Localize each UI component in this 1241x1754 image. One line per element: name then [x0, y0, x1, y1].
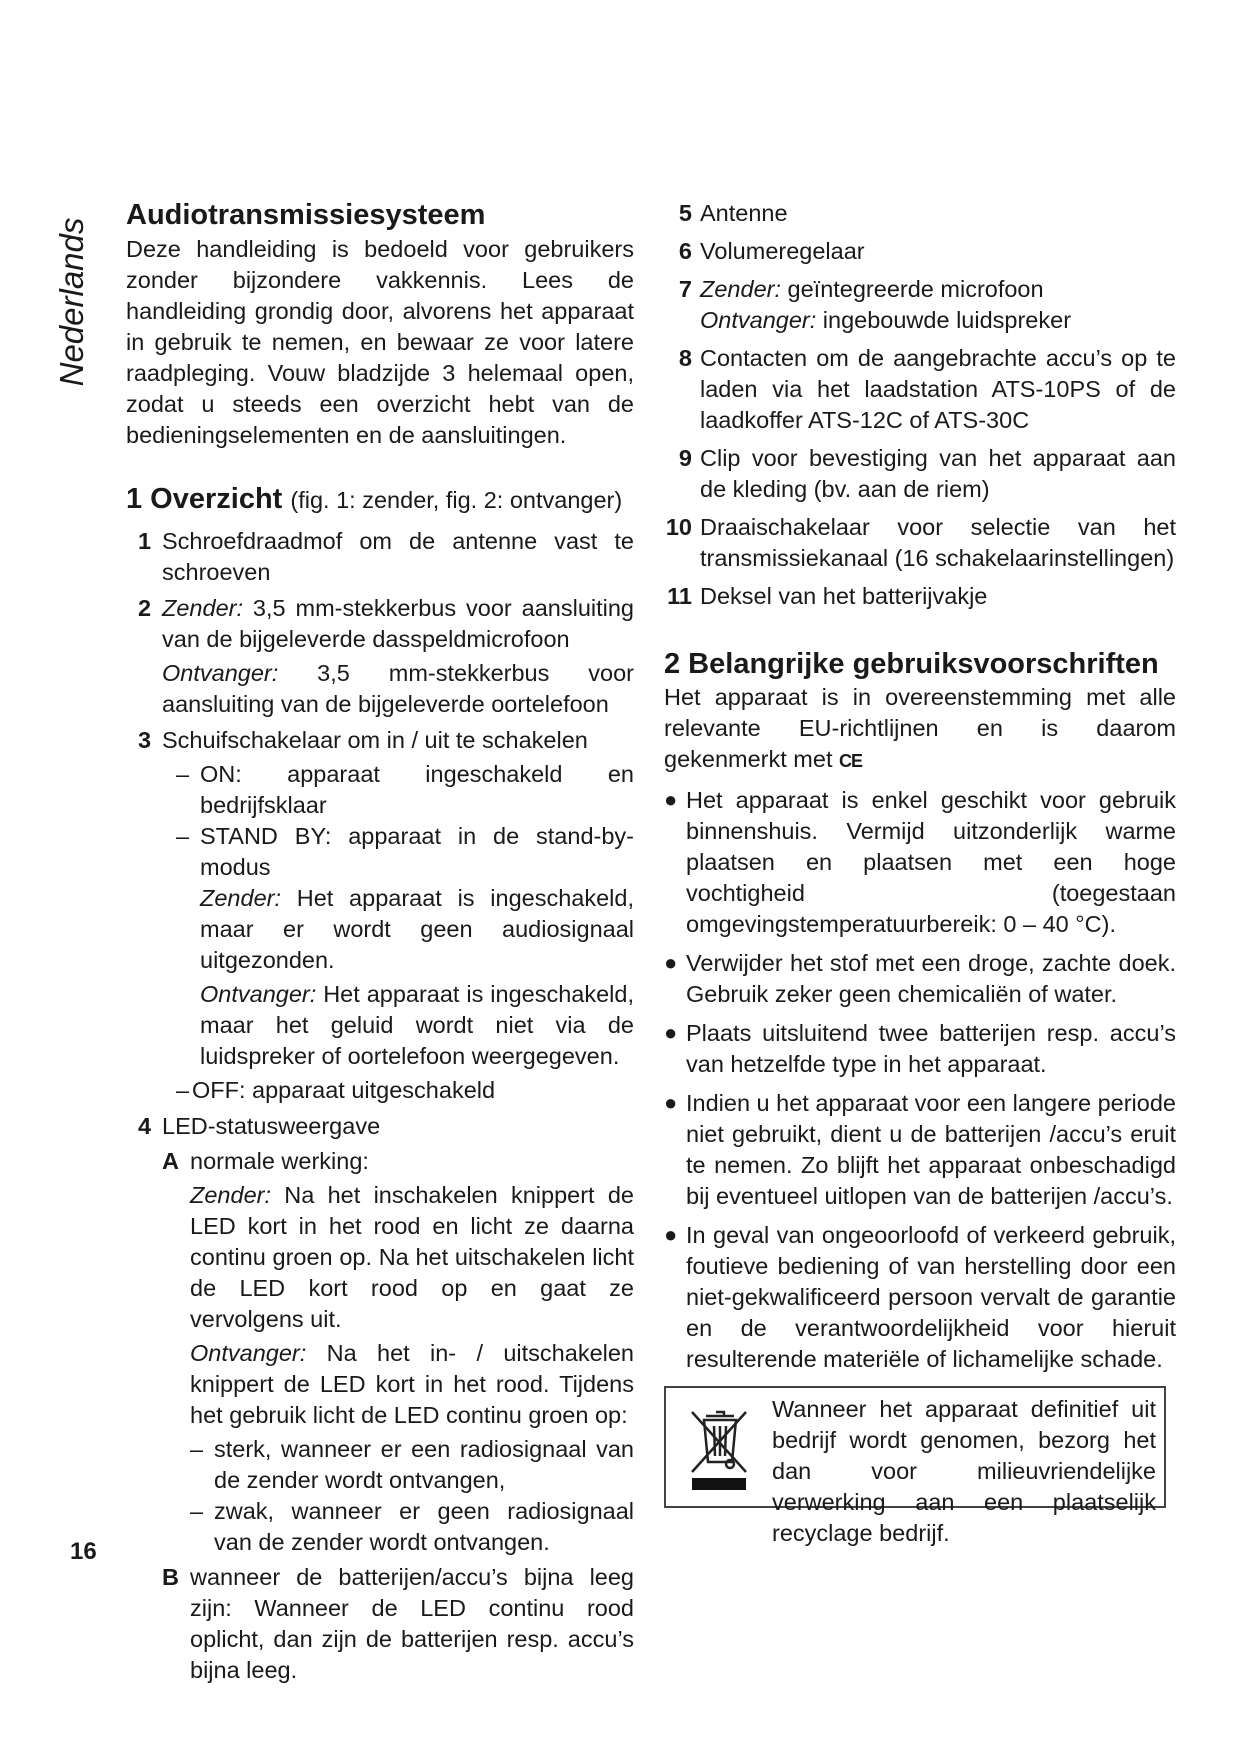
- overview-item-2: 2 Zender: 3,5 mm-stekkerbus voor aansluiting van de bijgeleverde dasspeldmicrofoon Ontvanger: 3,5 mm-stekkerbus voor aansluiting van de bijgeleverde oortelefoon: [138, 595, 634, 717]
- overview-item-8: 8 Contacten om de aangebrachte accu’s op te laden via het laadstation ATS-10PS of de laadkoffer ATS-12C of ATS-30C: [678, 345, 1176, 433]
- overview-item-5: 5 Antenne: [678, 200, 788, 226]
- recycling-notice-text: Wanneer het apparaat definitief uit bedrijf wordt genomen, bezorg het dan voor milieuvriendelijke verwerking aan een plaatselijk recyclage bedrijf.: [772, 1396, 1156, 1546]
- safety-bullet: ● Plaats uitsluitend twee batterijen resp. accu’s van hetzelfde type in het apparaat.: [664, 1020, 1176, 1077]
- crossed-out-bin-icon: [688, 1406, 750, 1492]
- overview-item-10: 10 Draaischakelaar voor selectie van het transmissiekanaal (16 schakelaarinstellingen): [665, 514, 1176, 571]
- recycling-notice-box: [664, 1386, 1166, 1546]
- overview-item-6: 6 Volumeregelaar: [678, 238, 865, 264]
- switch-off-entry: – OFF: apparaat uitgeschakeld: [176, 1077, 496, 1103]
- safety-bullet: ● Indien u het apparaat voor een langere periode niet gebruikt, dient u de batterijen /accu’s eruit te nemen. Zo blijft het apparaat onbeschadigd bij eventueel uitlopen van de batterijen /accu’s.: [664, 1090, 1176, 1209]
- overview-item-3: 3 Schuifschakelaar om in / uit te schakelen – ON: apparaat ingeschakeld en bedrijfsklaar – STAND BY: apparaat in de stand-by-modus Zender: Het apparaat is ingeschakeld, maar er wordt geen audiosignaal uitgezonden. Ontvanger: Het apparaat is ingeschakeld, maar het geluid wordt niet via de luidspreker of oortelefoon weergegeven. – OFF: apparaat uitgeschakeld: [126, 725, 634, 1106]
- left-column: [126, 198, 634, 1691]
- switch-on-entry: – ON: apparaat ingeschakeld en bedrijfsklaar: [176, 761, 634, 818]
- led-normal-operation: A normale werking: Zender: Na het inschakelen knippert de LED kort in het rood en licht ze daarna continu groen op. Na het uitschakelen licht de LED kort rood op en gaat ze vervolgens uit. Ontvanger: Na het in- / uitschakelen knippert de LED kort in het rood. Tijdens het gebruik licht de LED continu groen op: – sterk, wanneer er een radiosignaal van de zender wordt ontvangen, – zwak, wanneer er geen radiosignaal van de zender wordt ontvangen.: [162, 1148, 634, 1555]
- document-title: Audiotransmissiesysteem: [126, 199, 486, 231]
- safety-bullet: ● Het apparaat is enkel geschikt voor gebruik binnenshuis. Vermijd uitzonderlijk warme plaatsen en plaatsen met een hoge vochtigheid (toegestaan omgevingstemperatuurbereik: 0 – 40 °C).: [664, 787, 1176, 937]
- safety-bullet: ● In geval van ongeoorloofd of verkeerd gebruik, foutieve bediening of van herstelling door een niet-gekwalificeerd persoon vervalt de garantie en de verantwoordelijkheid voor hieruit resulterende materiële of lichamelijke schade.: [664, 1222, 1176, 1372]
- overview-item-11: 11 Deksel van het batterijvakje: [667, 583, 988, 609]
- overview-item-4: 4 LED-statusweergave A normale werking: Zender: Na het inschakelen knippert de LED kort in het rood en licht ze daarna continu groen op. Na het uitschakelen licht de LED kort rood op en gaat ze vervolgens uit. Ontvanger: Na het in- / uitschakelen knippert de LED kort in het rood. Tijdens het gebruik licht de LED continu groen op: – sterk, wanneer er een radiosignaal van de zender wordt ontvangen, – zwak, wanneer er geen radiosignaal van de zender wordt ontvangen. B wanneer de batterijen/accu’s bijna leeg zijn: Wanneer de LED continu rood oplicht, dan zijn de batterijen resp. accu’s bijna leeg.: [126, 1111, 634, 1686]
- intro-paragraph: Deze handleiding is bedoeld voor gebruikers zonder bijzondere vakkennis. Lees de handleiding grondig door, alvorens het apparaat in gebruik te nemen, en bewaar ze voor latere raadpleging. Vouw bladzijde 3 helemaal open, zodat u steeds een overzicht hebt van de bedieningselementen en de aansluitingen.: [126, 236, 634, 448]
- led-low-battery: B wanneer de batterijen/accu’s bijna leeg zijn: Wanneer de LED continu rood oplicht, dan zijn de batterijen resp. accu’s bijna leeg.: [162, 1564, 634, 1683]
- safety-bullet: ● Verwijder het stof met een droge, zachte doek. Gebruik zeker geen chemicaliën of water.: [664, 950, 1176, 1007]
- overview-item-7: 7 Zender: geïntegreerde microfoon Ontvanger: ingebouwde luidspreker: [678, 276, 1072, 333]
- right-column: [664, 198, 1176, 1375]
- side-language-label: Nederlands: [53, 217, 90, 387]
- switch-standby-entry: – STAND BY: apparaat in de stand-by-modus: [176, 823, 634, 880]
- overview-heading: 1 Overzicht (fig. 1: zender, fig. 2: ontvanger): [126, 483, 623, 515]
- safety-intro: Het apparaat is in overeenstemming met alle relevante EU-richtlijnen en is daarom gekenmerkt met CE: [664, 684, 1176, 772]
- ce-mark-icon: CE: [839, 751, 863, 771]
- overview-item-1: 1 Schroefdraadmof om de antenne vast te schroeven: [138, 528, 634, 585]
- safety-heading: 2 Belangrijke gebruiksvoorschriften: [664, 648, 1159, 680]
- overview-item-9: 9 Clip voor bevestiging van het apparaat aan de kleding (bv. aan de riem): [678, 445, 1176, 502]
- page-number: 16: [70, 1538, 97, 1565]
